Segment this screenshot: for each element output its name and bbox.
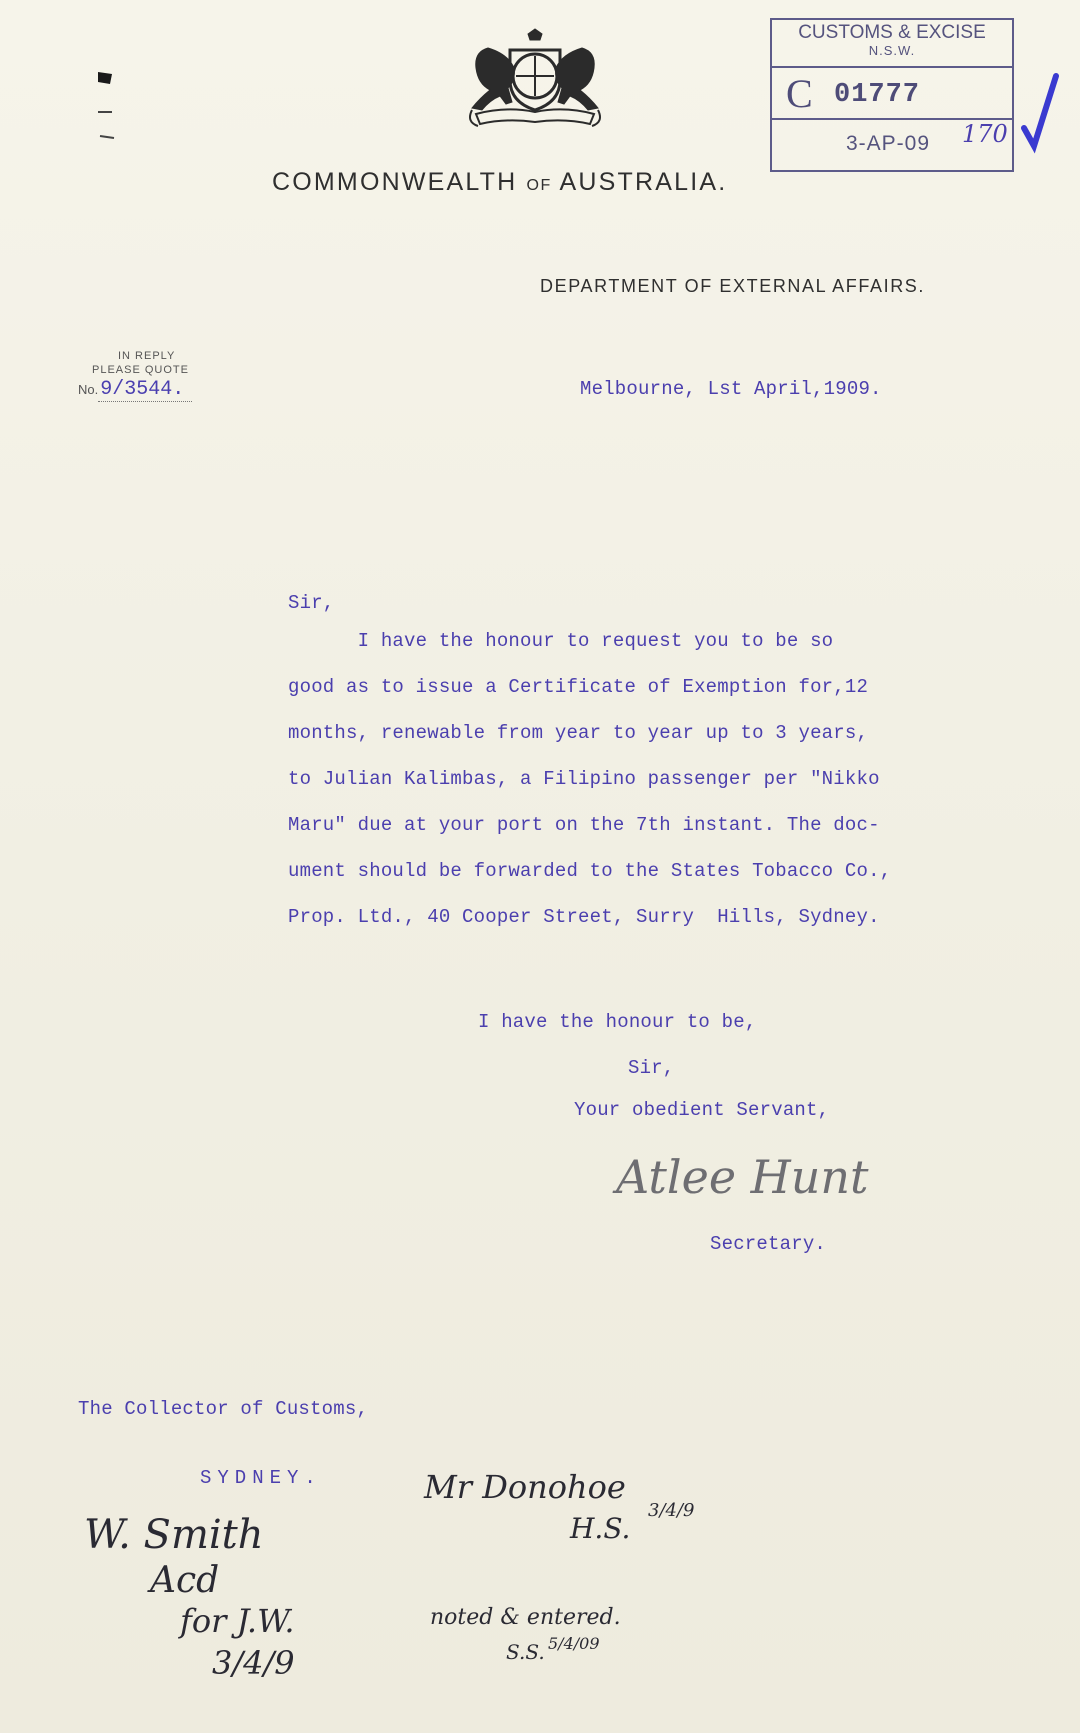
closing-line-2: Sir, [628,1057,675,1079]
body-line: months, renewable from year to year up to 3 years, [288,722,869,744]
stamp-number: 01777 [834,80,921,110]
reply-number-label: No. [78,382,99,397]
checkmark-icon [1024,76,1056,146]
addressee-line: The Collector of Customs, [78,1398,369,1420]
letterhead-title [272,168,727,197]
body-line: ument should be forwarded to the States Tobacco Co., [288,860,892,882]
left-note-date: 3/4/9 [212,1644,295,1682]
stamp-title: CUSTOMS & EXCISE [798,22,986,43]
signature-handwritten: Atlee Hunt [616,1150,869,1204]
stamp-header [772,20,1012,68]
addressee-city: SYDNEY. [200,1467,322,1489]
salutation: Sir, [288,592,335,614]
note-date-1: 3/4/9 [648,1500,695,1521]
left-note-for: for J.W. [180,1602,295,1640]
note-mr-donohoe: Mr Donohoe [424,1468,626,1506]
body-line: Maru" due at your port on the 7th instant. The doc- [288,814,880,836]
note-date-2: 5/4/09 [548,1634,600,1653]
stamp-handwritten-number: 170 [962,120,1008,148]
letterhead-word-australia: AUSTRALIA. [559,168,728,196]
punch-hole-mark [98,72,112,84]
reply-number-line [78,378,218,401]
body-line: to Julian Kalimbas, a Filipino passenger per "Nikko [288,768,880,790]
reply-label-line2: PLEASE QUOTE [92,364,189,376]
stamp-number-row [772,68,1012,120]
margin-dash [100,136,114,138]
letterhead-word-commonwealth: COMMONWEALTH [272,168,518,196]
note-initials-ss: S.S. [506,1640,545,1664]
note-noted-entered: noted & entered. [430,1605,621,1630]
coat-of-arms-emblem [458,28,612,136]
signatory-title: Secretary. [710,1233,827,1255]
stamp-date: 3-AP-09 [846,132,931,155]
closing-line-3: Your obedient Servant, [574,1099,830,1121]
stamp-letter: C [786,71,813,116]
left-note-acd: Acd [150,1560,220,1601]
body-line: Prop. Ltd., 40 Cooper Street, Surry Hills, Sydney. [288,906,880,928]
body-line: I have the honour to request you to be so [288,630,834,652]
department-heading: DEPARTMENT OF EXTERNAL AFFAIRS. [540,276,925,296]
left-note-name: W. Smith [84,1512,264,1558]
reply-reference-block [78,350,218,401]
note-initials-hs: H.S. [570,1512,631,1545]
letter-date: Melbourne, Lst April,1909. [580,378,882,400]
reply-label-line1: IN REPLY [118,350,176,362]
stamp-state: N.S.W. [868,43,916,58]
closing-line-1: I have the honour to be, [478,1011,757,1033]
customs-received-stamp [770,18,1014,172]
letterhead-word-of: OF [526,177,552,194]
body-line: good as to issue a Certificate of Exemption for,12 [288,676,869,698]
reply-number-value: 9/3544. [98,378,192,402]
